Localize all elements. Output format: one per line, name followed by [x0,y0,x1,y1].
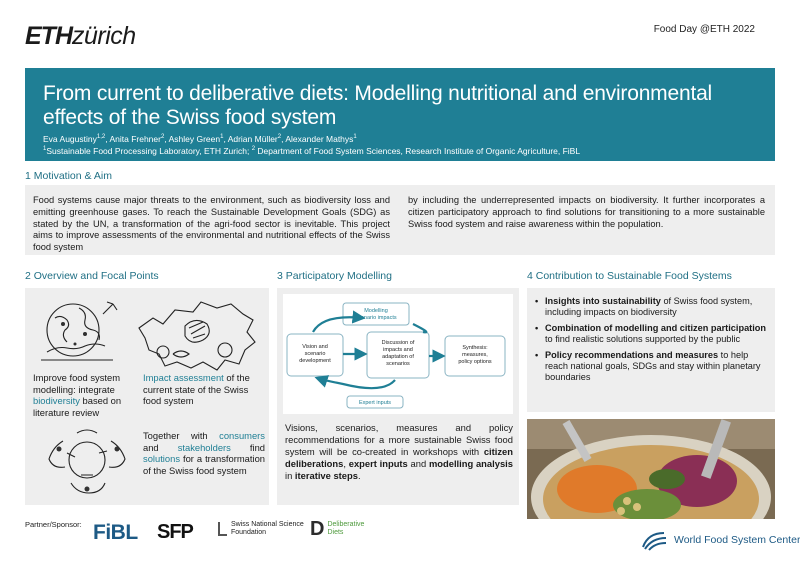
wfsc-logo-text: World Food System Center [674,534,800,546]
switzerland-map-sketch-icon [133,292,265,377]
food-bowl-photo [527,419,775,519]
participatory-panel [277,288,519,505]
diagram-node-modelling [343,303,409,325]
snsf-logo [218,521,311,537]
section-title-overview: 2 Overview and Focal Points [25,270,159,282]
diagram-label-discussion: Discussion of impacts and adaptation of scenarios [381,340,415,367]
overview-text-solutions: Together with consumers and stakeholders find solutions for a transformation of the Swiss food system [143,430,265,476]
event-tag: Food Day @ETH 2022 [653,24,755,35]
section-title-motivation: 1 Motivation & Aim [25,170,112,182]
snsf-mark-icon [218,522,227,536]
contribution-item: • Combination of modelling and citizen participation to find realistic solutions supported by the public [535,323,769,346]
overview-panel [25,288,269,505]
eth-logo-bold: ETH [25,22,72,50]
section-title-participatory: 3 Participatory Modelling [277,270,392,282]
deliberative-diets-mark: D [310,518,325,540]
affiliations: $^1$Sustainable Food Processing Laboratory, ETH Zurich; $^2$ Department of Food System Sciences, Research Institute of Organic Agriculture, FiBL [43,146,581,156]
diagram-label-synthesis: Synthesis: measures, policy options [458,345,492,365]
eth-logo [25,22,136,51]
authors: Eva Augustiny$^{1,2}$, Anita Frehner$^2$, Ashley Green$^1$, Adrian Müller$^2$, Alexander Mathys$^1$ [43,134,357,144]
fibl-logo: FiBL [93,521,138,544]
motivation-text-col1: Food systems cause major threats to the environment, such as biodiversity loss and emitting greenhouse gases. To reach the Sustainable Development Goals (SDG) as stated by the UN, a transformation of the agri-food sector is inevitable. This project aims to improve assessments of the environmental and nutritional effects of the Swiss food system [33,195,390,253]
contribution-item: • Insights into sustainability of Swiss food system, including impacts on biodiversity [535,296,769,319]
hands-circle-sketch-icon [37,423,137,498]
globe-sketch-icon [33,294,128,369]
snsf-logo-text: Swiss National Science Foundation [231,521,304,536]
contribution-panel [527,288,775,412]
participatory-cycle-diagram [283,294,513,414]
wfsc-logo [640,529,800,551]
contribution-item: • Policy recommendations and measures to help reach national goals, SDGs and stay within planetary boundaries [535,350,769,384]
wfsc-swirl-icon [640,529,668,551]
section-title-contribution: 4 Contribution to Sustainable Food Systems [527,270,732,282]
contribution-list [535,296,769,384]
deliberative-diets-logo [310,518,373,540]
diagram-label-modelling: Modelling scenario impacts [355,308,397,321]
diagram-label-vision: Vision and scenario development [299,344,331,364]
motivation-panel [25,185,775,255]
eth-logo-rest: zürich [72,22,136,50]
partner-label: Partner/Sponsor: [25,520,82,529]
sfp-logo: SFP [157,521,193,543]
overview-text-biodiversity: Improve food system modelling: integrate biodiversity based on literature review [33,372,122,418]
title-banner [25,68,775,161]
motivation-text-col2: by including the underrepresented impacts on biodiversity. It further incorporates a citizen participatory approach to find solutions for transitioning to a more sustainable Swiss food system and raise awareness within the population. [408,195,765,229]
food-bowl-illustration [527,419,775,519]
overview-text-impact: Impact assessment of the current state of the Swiss food system [143,372,250,406]
deliberative-diets-text: Deliberative Diets [327,521,365,536]
participatory-text: Visions, scenarios, measures and policy recommendations for a more sustainable Swiss food system will be co-created in workshops with citizen deliberations, expert inputs and modelling analysis in iterative steps. [285,422,513,481]
poster-title: From current to deliberative diets: Modelling nutritional and environmental effects of the Swiss food system [43,82,713,129]
diagram-label-expert: Expert inputs [358,400,392,406]
